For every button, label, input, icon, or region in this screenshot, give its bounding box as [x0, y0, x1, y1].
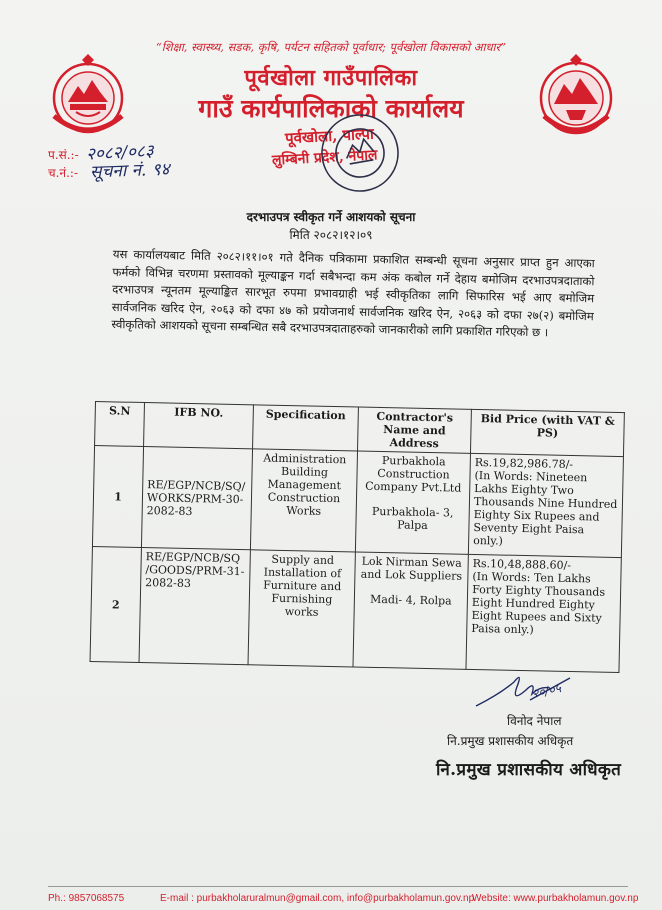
bid-amount: Rs.19,82,986.78/-	[474, 455, 574, 472]
contractor-name: Lok Nirman Sewa and Lok Suppliers	[360, 554, 463, 583]
office-name: गाउँ कार्यपालिकाको कार्यालय	[198, 94, 464, 123]
contractor-name: Purbakhola Construction Company Pvt.Ltd	[365, 454, 462, 495]
header-bid-price: Bid Price (with VAT & PS)	[470, 409, 624, 456]
row-ifb: RE/EGP/NCB/SQ /GOODS/PRM-31- 2082-83	[139, 548, 250, 665]
row-contractor	[353, 552, 468, 669]
footer-divider	[48, 886, 628, 887]
row-bid-price	[466, 554, 621, 672]
header-sn: S.N	[95, 402, 145, 447]
signatory-title: नि.प्रमुख प्रशासकीय अधिकृत	[447, 734, 574, 748]
bid-amount-words: (In Words: Nineteen Lakhs Eighty Two Thousands Nine Hundred Eighty Six Rupees and Seventy Eight Paisa only.)	[473, 468, 618, 548]
row-bid-price	[468, 453, 623, 557]
header-ifb: IFB NO.	[144, 403, 254, 449]
dispatch-no-value: सूचना नं. ९४	[89, 159, 170, 183]
signature-scrawl	[470, 664, 580, 714]
municipality-name: पूर्वखोला गाउँपालिका	[244, 65, 418, 91]
header-contractor: Contractor's Name and Address	[358, 407, 472, 453]
letter-no-value: २०८२/०८३	[85, 141, 155, 165]
notice-heading: दरभाउपत्र स्वीकृत गर्ने आशयको सूचना	[246, 210, 416, 224]
row-specification: Supply and Installation of Furniture and Furnishing works	[248, 550, 355, 667]
bid-table	[90, 401, 625, 673]
stamp-title: नि.प्रमुख प्रशासकीय अधिकृत	[436, 760, 622, 780]
motto: “शिक्षा, स्वास्थ्य, सडक, कृषि, पर्यटन सहितको पूर्वाधार; पूर्वखोला विकासको आधार”	[155, 40, 507, 54]
signatory-name: विनोद नेपाल	[507, 714, 562, 728]
address-line-2: लुम्बिनी प्रदेश, नेपाल	[271, 147, 378, 169]
row-specification: Administration Building Management Construction Works	[250, 449, 357, 552]
row-sn: 2	[90, 546, 141, 662]
footer-phone: Ph.: 9857068575	[48, 893, 125, 904]
table-row	[92, 446, 623, 558]
signature-date: २०/०५	[530, 681, 563, 701]
row-sn: 1	[92, 446, 143, 548]
notice-body: यस कार्यालयबाट मिति २०८२।११।०१ गते दैनिक पत्रिकामा प्रकाशित सम्बन्धी सूचना अनुसार प्राप्त हुन आएका फर्मको विभिन्न चरणमा प्रस्तावको मूल्याङ्कन गर्दा सबैभन्दा कम अंक कबोल गर्ने देहाय बमोजिम दरभाउपत्रदाताको दरभाउपत्र न्यूनतम मूल्याङ्कित सारभूत रुपमा प्रभावग्राही भई स्वीकृतिका लागि सिफारिस भई आए बमोजिम सार्वजनिक खरिद ऐन, २०६३ को दफा ४७ को प्रयोजनार्थ सार्वजनिक खरिद ऐन, २०६३ को दफा २७(२) बमोजिम स्वीकृतिको आशयको सूचना सम्बन्धित सबै दरभाउपत्रदाताहरुको जानकारीको लागि प्रकाशित गरिएको छ ।	[111, 246, 595, 340]
table-row	[90, 546, 621, 672]
office-stamp	[310, 108, 410, 198]
address-line-1: पूर्वखोला, पाल्पा	[284, 124, 375, 148]
footer-website: Website: www.purbakholamun.gov.np	[472, 893, 639, 904]
letter-no-label: प.सं.:-	[48, 148, 79, 162]
contractor-address: Purbakhola- 3, Palpa	[371, 504, 454, 532]
row-contractor	[355, 451, 470, 554]
contractor-address: Madi- 4, Rolpa	[369, 592, 452, 608]
row-ifb: RE/EGP/NCB/SQ/ WORKS/PRM-30- 2082-83	[141, 447, 252, 550]
dispatch-no-label: च.नं.:-	[48, 166, 79, 180]
bid-amount: Rs.10,48,888.60/-	[472, 556, 572, 573]
notice-date: मिति २०८२।१२।०९	[289, 228, 373, 242]
bid-amount-words: (In Words: Ten Lakhs Forty Eighty Thousands Eight Hundred Eighty Eight Rupees and Sixty Paisa only.)	[471, 569, 606, 637]
header-specification: Specification	[253, 405, 359, 451]
footer-email: E-mail : purbakholaruralmun@gmail.com, info@purbakholamun.gov.np	[160, 893, 475, 904]
